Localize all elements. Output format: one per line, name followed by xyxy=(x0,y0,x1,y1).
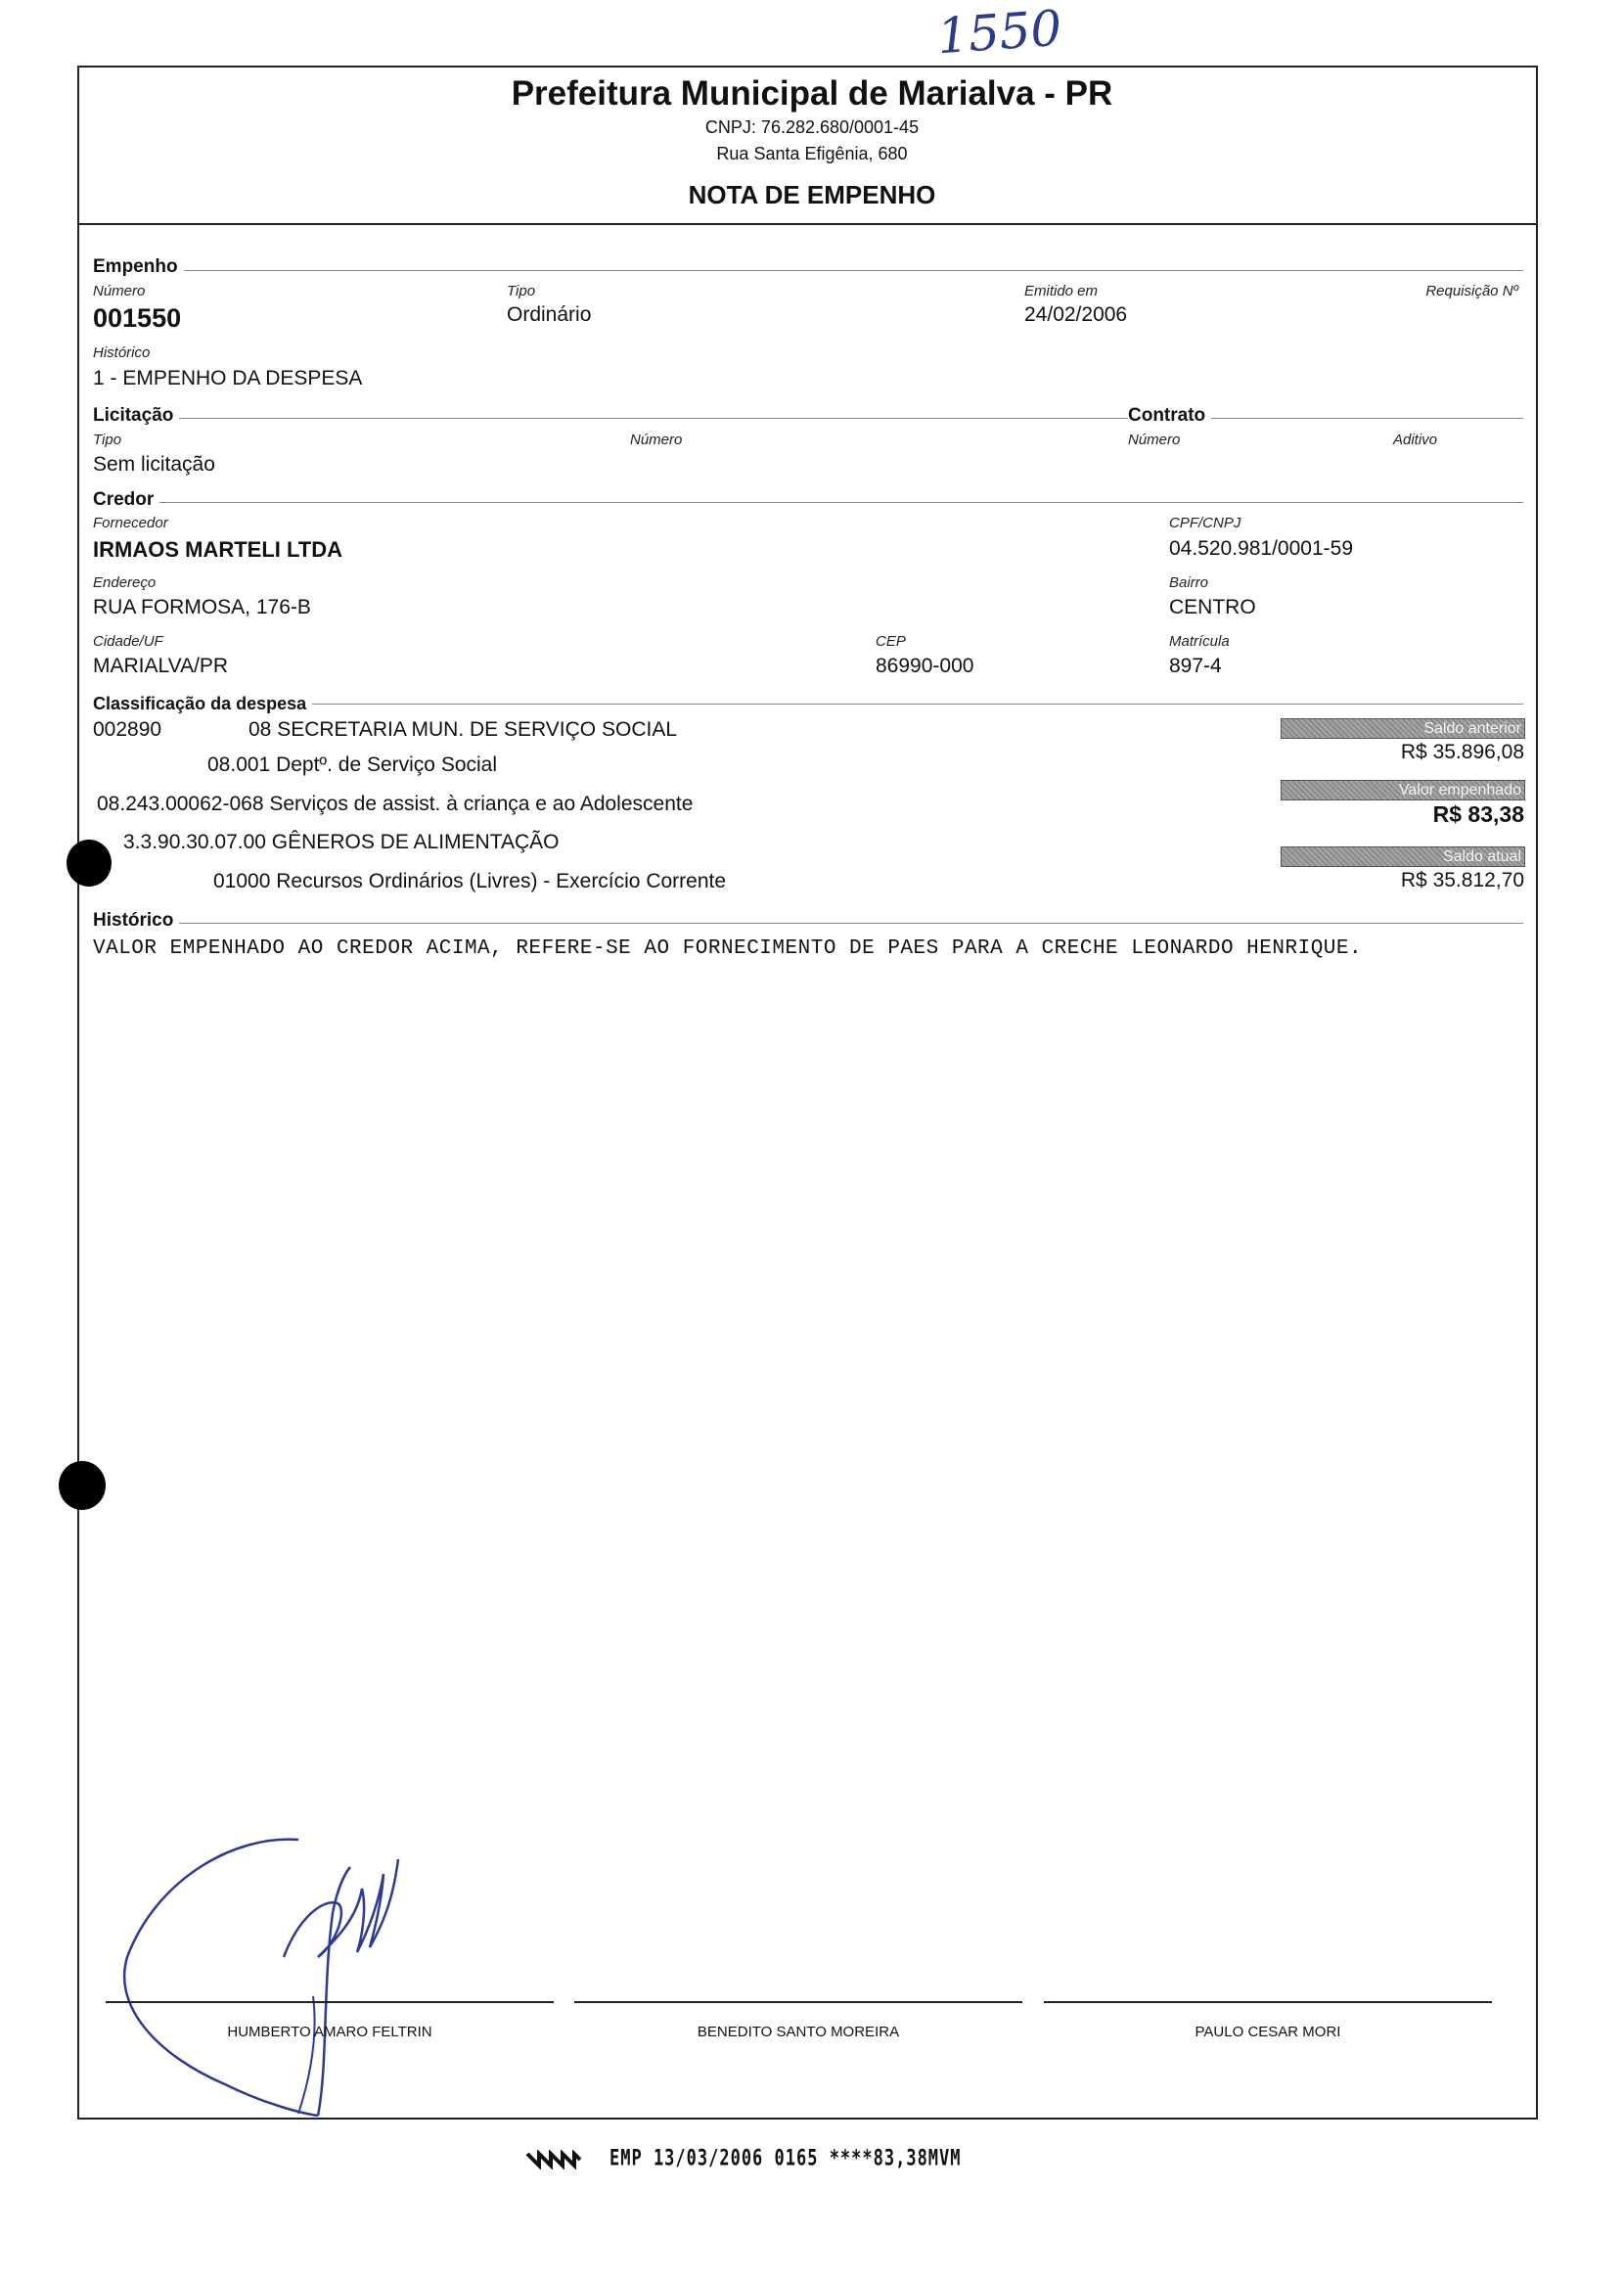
contrato-numero-label: Número xyxy=(1128,432,1181,448)
bank-stamp-logo xyxy=(525,2150,582,2169)
cpf-cnpj-label: CPF/CNPJ xyxy=(1169,515,1241,531)
licitacao-section-title: Licitação xyxy=(93,405,179,427)
signature-name-3: PAULO CESAR MORI xyxy=(1195,2024,1341,2040)
fornecedor: IRMAOS MARTELI LTDA xyxy=(93,537,343,562)
fornecedor-label: Fornecedor xyxy=(93,515,168,531)
saldo-atual-label: Saldo atual xyxy=(1281,846,1525,867)
saldo-anterior-label: Saldo anterior xyxy=(1281,718,1525,739)
saldo-anterior: R$ 35.896,08 xyxy=(1400,741,1524,763)
org-cnpj: CNPJ: 76.282.680/0001-45 xyxy=(704,117,920,137)
matricula-label: Matrícula xyxy=(1169,633,1230,650)
cep-label: CEP xyxy=(876,633,906,650)
signature-name-2: BENEDITO SANTO MOREIRA xyxy=(697,2024,900,2040)
cidade-label: Cidade/UF xyxy=(93,633,163,650)
bairro: CENTRO xyxy=(1169,596,1256,618)
licitacao-numero-label: Número xyxy=(630,432,683,448)
empenho-tipo-label: Tipo xyxy=(507,283,536,299)
licitacao-tipo: Sem licitação xyxy=(93,453,215,476)
handwritten-number: 1550 xyxy=(935,0,1064,66)
signature-line-1 xyxy=(106,2001,554,2003)
contrato-section-title: Contrato xyxy=(1128,405,1211,427)
punch-hole-top xyxy=(67,840,112,887)
cpf-cnpj: 04.520.981/0001-59 xyxy=(1169,537,1354,560)
saldo-atual: R$ 35.812,70 xyxy=(1400,869,1524,891)
signature-scribble xyxy=(117,1820,440,2133)
cep: 86990-000 xyxy=(876,655,974,677)
empenho-section-title: Empenho xyxy=(93,256,184,278)
licitacao-tipo-label: Tipo xyxy=(93,432,122,448)
cidade: MARIALVA/PR xyxy=(93,655,229,677)
contrato-aditivo-label: Aditivo xyxy=(1393,432,1438,448)
empenho-numero-label: Número xyxy=(93,283,146,299)
credor-section-title: Credor xyxy=(93,489,159,511)
classificacao-elemento: 3.3.90.30.07.00 GÊNEROS DE ALIMENTAÇÃO xyxy=(123,831,560,853)
credor-rule xyxy=(93,502,1523,503)
empenho-historico-label: Histórico xyxy=(93,344,151,361)
emitido-label: Emitido em xyxy=(1024,283,1099,299)
header-separator xyxy=(77,223,1538,225)
empenho-rule xyxy=(93,270,1523,271)
endereco-label: Endereço xyxy=(93,574,157,591)
classificacao-programa: 08.243.00062-068 Serviços de assist. à criança e ao Adolescente xyxy=(97,793,694,815)
empenho-numero: 001550 xyxy=(93,303,182,333)
signature-name-1: HUMBERTO AMARO FELTRIN xyxy=(227,2024,432,2040)
historico-section-title: Histórico xyxy=(93,910,179,932)
empenho-tipo: Ordinário xyxy=(507,303,592,326)
classificacao-departamento: 08.001 Deptº. de Serviço Social xyxy=(207,753,498,776)
signature-line-2 xyxy=(574,2001,1022,2003)
valor-empenhado-label: Valor empenhado xyxy=(1281,780,1525,800)
bank-stamp: EMP 13/03/2006 0165 ****83,38MVM xyxy=(609,2146,962,2171)
empenho-historico: 1 - EMPENHO DA DESPESA xyxy=(93,367,363,389)
punch-hole-bottom xyxy=(59,1461,106,1510)
emitido-date: 24/02/2006 xyxy=(1024,303,1128,326)
historico-text: VALOR EMPENHADO AO CREDOR ACIMA, REFERE-SE AO FORNECIMENTO DE PAES PARA A CRECHE LEONARDO HENRIQUE. xyxy=(93,937,1363,960)
org-address: Rua Santa Efigênia, 680 xyxy=(716,144,908,163)
signature-line-3 xyxy=(1044,2001,1492,2003)
org-name: Prefeitura Municipal de Marialva - PR xyxy=(511,74,1113,113)
licitacao-rule xyxy=(93,418,1132,419)
endereco: RUA FORMOSA, 176-B xyxy=(93,596,311,618)
classificacao-section-title: Classificação da despesa xyxy=(93,694,312,714)
classificacao-codigo: 002890 xyxy=(93,718,162,741)
matricula: 897-4 xyxy=(1169,655,1222,677)
classificacao-secretaria: 08 SECRETARIA MUN. DE SERVIÇO SOCIAL xyxy=(248,718,678,741)
bairro-label: Bairro xyxy=(1169,574,1209,591)
classificacao-recurso: 01000 Recursos Ordinários (Livres) - Exercício Corrente xyxy=(213,870,727,892)
valor-empenhado: R$ 83,38 xyxy=(1432,801,1524,827)
historico-rule xyxy=(93,923,1523,924)
requisicao-label: Requisição Nº xyxy=(1425,283,1518,299)
document-title: NOTA DE EMPENHO xyxy=(688,180,936,209)
